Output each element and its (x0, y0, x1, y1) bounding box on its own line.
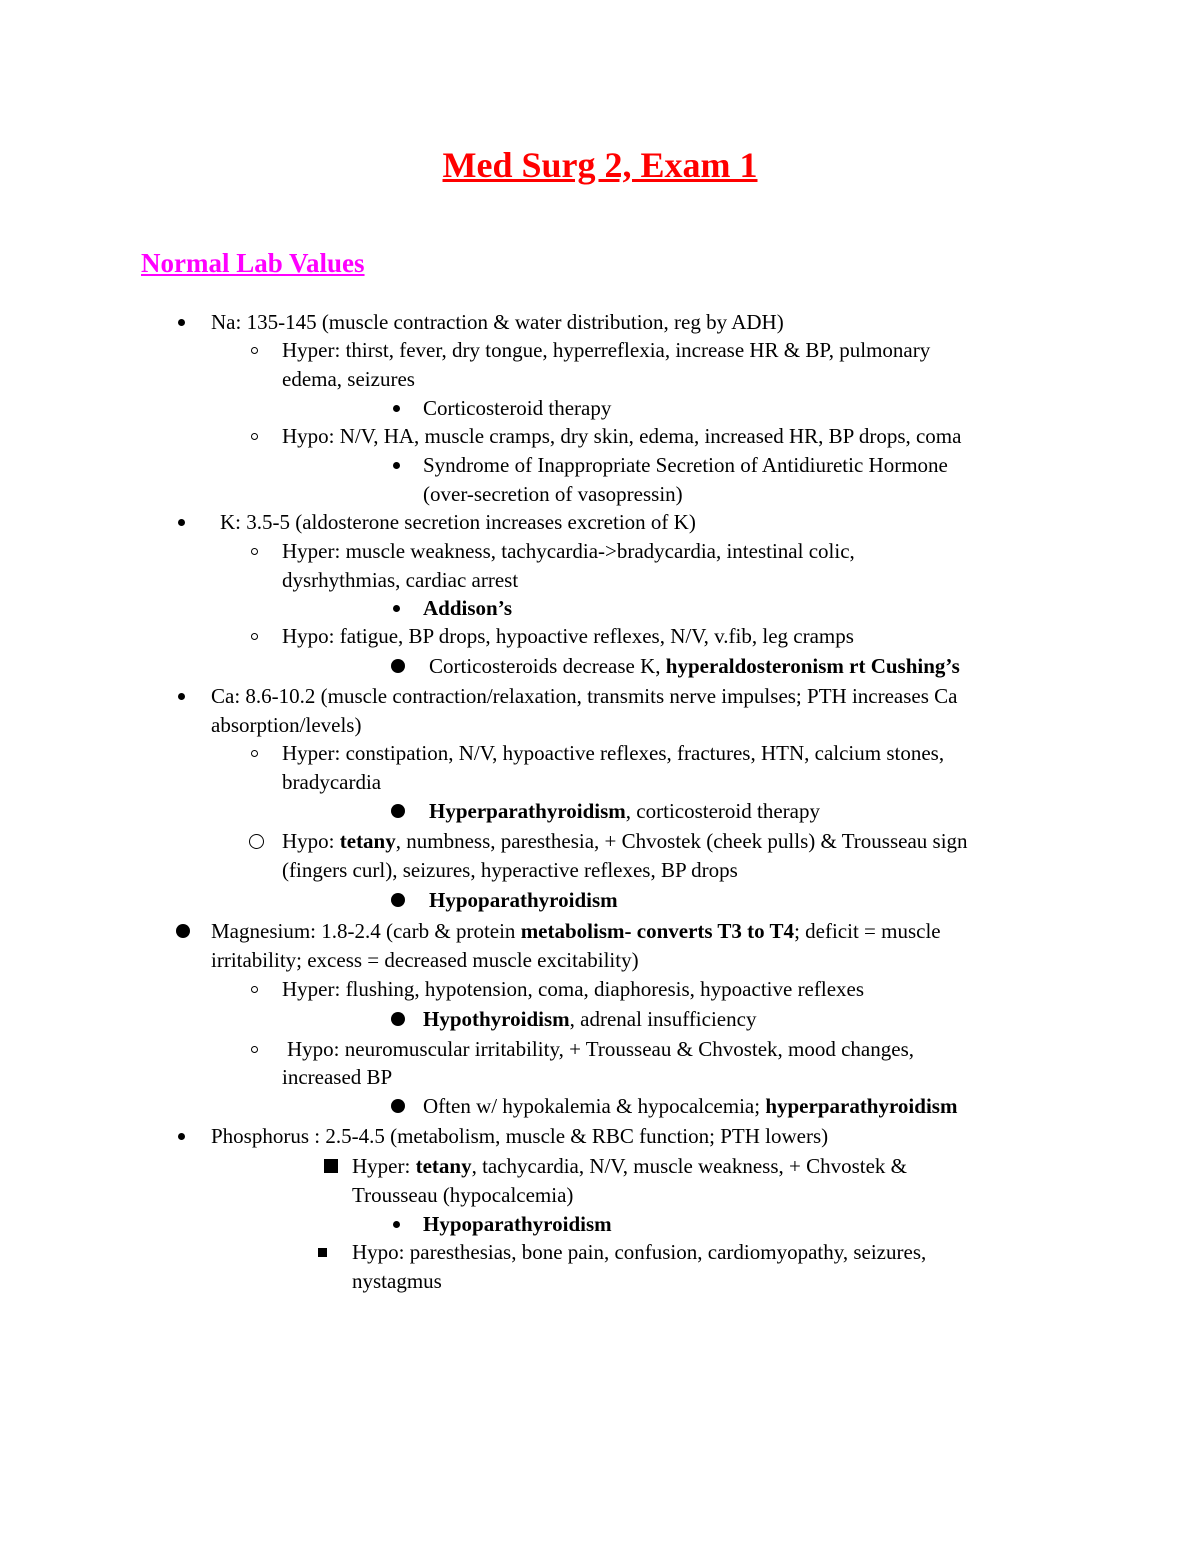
list-item-text (423, 394, 611, 423)
text-segment: irritability; excess = decreased muscle excitability) (211, 947, 639, 972)
text-segment: Corticosteroid therapy (423, 396, 612, 420)
list-item-text (282, 827, 968, 856)
bullet-marker-icon (393, 451, 400, 480)
list-item-text (282, 739, 944, 768)
bullet-marker-icon (251, 975, 258, 1004)
list-item-text (423, 480, 683, 509)
bullet-marker-icon (251, 336, 258, 365)
list-item-text (282, 856, 738, 885)
list-item-text (352, 1152, 907, 1181)
text-segment: Hypo: paresthesias, bone pain, confusion, cardiomyopathy, seizures, (352, 1240, 927, 1264)
section-heading: Normal Lab Values (141, 248, 365, 278)
list-item-text (282, 768, 381, 797)
bullet-marker-icon (178, 682, 185, 711)
bold-text: hyperparathyroidism (765, 1094, 958, 1118)
list-item-text (211, 308, 784, 337)
bold-text: tetany (415, 1154, 472, 1178)
list-item-text (282, 422, 961, 451)
text-segment: absorption/levels) (211, 712, 362, 737)
text-segment: (over-secretion of vasopressin) (423, 481, 683, 506)
text-segment: Magnesium: 1.8-2.4 (carb & protein (211, 919, 521, 943)
bold-text: tetany (339, 829, 396, 853)
bold-text: Hypothyroidism (423, 1007, 570, 1031)
list-item-text (429, 886, 618, 915)
text-segment: Syndrome of Inappropriate Secretion of Antidiuretic Hormone (423, 453, 948, 477)
bullet-marker-icon (251, 739, 258, 768)
text-segment: increased BP (282, 1065, 393, 1089)
list-item-text (423, 594, 512, 623)
bullet-marker-icon (393, 394, 400, 423)
bullet-marker-icon (393, 1210, 400, 1239)
text-segment: Trousseau (hypocalcemia) (352, 1182, 574, 1207)
bullet-marker-icon (251, 1035, 258, 1064)
list-item-text (282, 975, 864, 1004)
text-segment: Hyper: constipation, N/V, hypoactive reflexes, fractures, HTN, calcium stones, (282, 741, 945, 765)
list-item-text (287, 1035, 914, 1064)
list-item-text (211, 682, 957, 711)
list-item-text (429, 797, 820, 826)
bullet-marker-icon (318, 1238, 327, 1267)
bullet-marker-icon (251, 537, 258, 566)
text-segment: Na: 135-145 (muscle contraction & water distribution, reg by ADH) (211, 310, 784, 334)
text-segment: , adrenal insufficiency (569, 1007, 757, 1031)
text-segment: bradycardia (282, 769, 382, 794)
bullet-marker-icon (178, 508, 185, 537)
list-item-text (423, 451, 948, 480)
bullet-marker-icon (391, 886, 405, 915)
list-item-text (211, 946, 639, 975)
bullet-marker-icon (249, 827, 264, 856)
list-item-text (282, 622, 854, 651)
list-item-text (282, 537, 855, 566)
list-item-text (211, 1122, 828, 1151)
text-segment: Phosphorus : 2.5-4.5 (metabolism, muscle & RBC function; PTH lowers) (211, 1124, 829, 1148)
text-segment: Hyper: flushing, hypotension, coma, diaphoresis, hypoactive reflexes (282, 977, 865, 1001)
list-item-text (211, 711, 361, 740)
list-item-text (282, 1063, 392, 1092)
text-segment: Ca: 8.6-10.2 (muscle contraction/relaxation, transmits nerve impulses; PTH increases Ca (211, 684, 958, 708)
text-segment: Hyper: thirst, fever, dry tongue, hyperreflexia, increase HR & BP, pulmonary (282, 338, 931, 362)
list-item-text (423, 1092, 957, 1121)
bold-text: hyperaldosteronism rt Cushing’s (665, 654, 960, 678)
list-item-text (429, 652, 960, 681)
bullet-marker-icon (324, 1152, 338, 1181)
bold-text: Hypoparathyroidism (423, 1212, 612, 1236)
bullet-marker-icon (391, 1005, 405, 1034)
text-segment: , numbness, paresthesia, + Chvostek (cheek pulls) & Trousseau sign (395, 829, 968, 853)
text-segment: , tachycardia, N/V, muscle weakness, + Chvostek & (471, 1154, 908, 1178)
bullet-marker-icon (178, 1122, 185, 1151)
list-item-text (211, 917, 941, 946)
text-segment: K: 3.5-5 (aldosterone secretion increases excretion of K) (220, 510, 696, 534)
bullet-marker-icon (393, 594, 400, 623)
text-segment: Corticosteroids decrease K, (429, 654, 666, 678)
text-segment: edema, seizures (282, 366, 415, 391)
text-segment: dysrhythmias, cardiac arrest (282, 567, 519, 592)
text-segment: , corticosteroid therapy (625, 799, 820, 823)
text-segment: Hyper: muscle weakness, tachycardia->bradycardia, intestinal colic, (282, 539, 855, 563)
text-segment: Hypo: fatigue, BP drops, hypoactive reflexes, N/V, v.fib, leg cramps (282, 624, 854, 648)
text-segment: Hypo: N/V, HA, muscle cramps, dry skin, edema, increased HR, BP drops, coma (282, 424, 962, 448)
bold-text: Addison’s (423, 596, 513, 620)
list-item-text (352, 1238, 926, 1267)
text-segment: nystagmus (352, 1268, 442, 1293)
text-segment: ; deficit = muscle (794, 919, 941, 943)
bold-text: Hyperparathyroidism (429, 799, 626, 823)
bullet-marker-icon (251, 622, 258, 651)
text-segment: Hyper: (352, 1154, 416, 1178)
bullet-marker-icon (251, 422, 258, 451)
bullet-marker-icon (391, 1092, 405, 1121)
bold-text: Hypoparathyroidism (429, 888, 618, 912)
list-item-text (220, 508, 696, 537)
list-item-text (282, 365, 415, 394)
list-item-text (282, 566, 518, 595)
bullet-marker-icon (178, 308, 185, 337)
list-item-text (282, 336, 930, 365)
text-segment: (fingers curl), seizures, hyperactive reflexes, BP drops (282, 857, 738, 882)
bullet-marker-icon (391, 652, 405, 681)
list-item-text (423, 1210, 612, 1239)
bold-text: metabolism- converts T3 to T4 (520, 919, 795, 943)
bullet-marker-icon (176, 917, 190, 946)
list-item-text (352, 1181, 573, 1210)
list-item-text (352, 1267, 442, 1296)
text-segment: Hypo: neuromuscular irritability, + Trousseau & Chvostek, mood changes, (287, 1037, 914, 1061)
bullet-marker-icon (391, 797, 405, 826)
text-segment: Hypo: (282, 829, 340, 853)
page-title: Med Surg 2, Exam 1 (442, 145, 758, 185)
list-item-text (423, 1005, 756, 1034)
text-segment: Often w/ hypokalemia & hypocalcemia; (423, 1094, 766, 1118)
